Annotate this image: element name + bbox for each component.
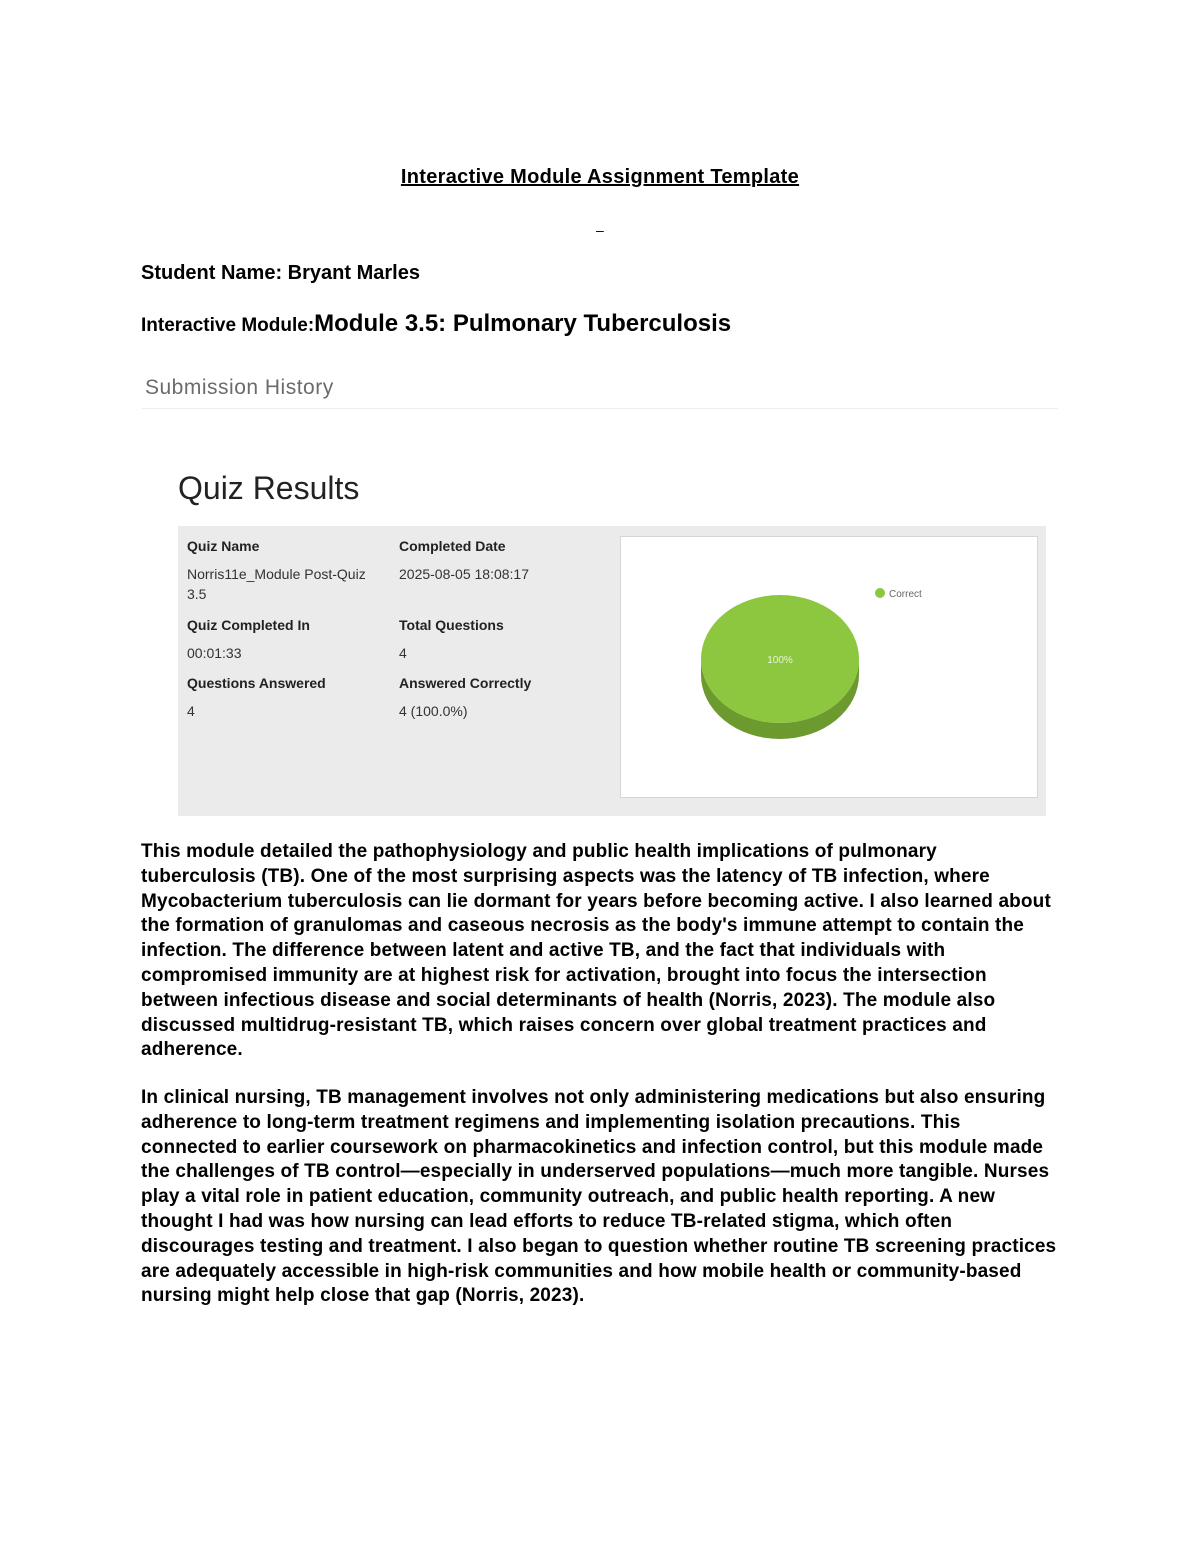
questions-answered-value: 4 — [187, 703, 195, 719]
quiz-completed-in-label: Quiz Completed In — [187, 617, 310, 633]
student-name: Student Name: Bryant Marles — [141, 262, 420, 284]
questions-answered-label: Questions Answered — [187, 675, 326, 691]
legend-label: Correct — [889, 589, 922, 600]
pie-chart — [621, 537, 1037, 797]
total-questions-value: 4 — [399, 645, 407, 661]
separator-dash: – — [596, 222, 604, 238]
paragraph-2: In clinical nursing, TB management involves not only administering medications but also ensuring adherence to long-term treatment regimens and implementing isolation precautions. This connected to earlier coursework on pharmacokinetics and infection control, but this module made the challenges of TB control—especially in underserved populations—much more tangible. Nurses play a vital role in patient education, community outreach, and public health reporting. A new thought I had was how nursing can lead efforts to reduce TB-related stigma, which often discourages testing and treatment. I also began to question whether routine TB screening practices are adequately accessible in high-risk communities and how mobile health or community-based nursing might help close that gap (Norris, 2023). — [141, 1087, 1057, 1307]
module-line — [141, 310, 731, 338]
paragraph-1: This module detailed the pathophysiology and public health implications of pulmonary tuberculosis (TB). One of the most surprising aspects was the latency of TB infection, where Mycobacterium tuberculosis can lie dormant for years before becoming active. I also learned about the formation of granulomas and caseous necrosis as the body's immune attempt to contain the infection. The difference between latent and active TB, and the fact that individuals with compromised immunity are at highest risk for activation, brought into focus the intersection between infectious disease and social determinants of health (Norris, 2023). The module also discussed multidrug-resistant TB, which raises concern over global treatment practices and adherence. — [141, 841, 1051, 1061]
submission-history-heading: Submission History — [145, 376, 334, 399]
document-title: Interactive Module Assignment Template — [400, 166, 800, 188]
completed-date-value: 2025-08-05 18:08:17 — [399, 566, 529, 582]
quiz-results-heading: Quiz Results — [178, 470, 360, 506]
answered-correctly-label: Answered Correctly — [399, 675, 532, 691]
total-questions-label: Total Questions — [399, 617, 504, 633]
divider — [142, 408, 1058, 409]
pie-chart-container — [620, 536, 1038, 798]
quiz-completed-in-value: 00:01:33 — [187, 645, 242, 661]
pie-data-label: 100% — [767, 655, 793, 666]
completed-date-label: Completed Date — [399, 538, 506, 554]
quiz-name-label: Quiz Name — [187, 538, 260, 554]
legend-marker — [875, 588, 885, 598]
answered-correctly-value: 4 (100.0%) — [399, 703, 468, 719]
module-name: Module 3.5: Pulmonary Tuberculosis — [314, 310, 732, 337]
quiz-name-value: Norris11e_Module Post-Quiz 3.5 — [187, 566, 366, 602]
module-label: Interactive Module: — [141, 315, 315, 336]
